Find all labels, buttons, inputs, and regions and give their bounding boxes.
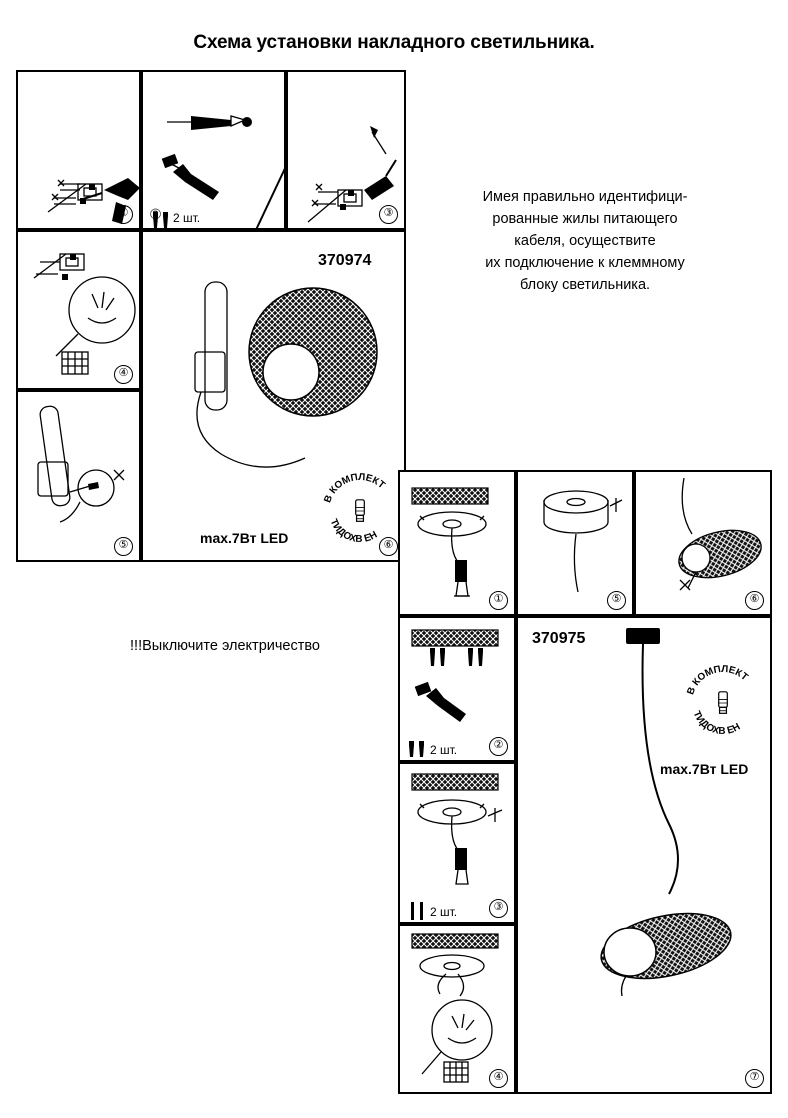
step-number-5: ⑤ — [114, 537, 133, 556]
bottom-step-number-4: ④ — [489, 1069, 508, 1088]
step-number-2-circle: ② — [149, 208, 162, 223]
step-cell-2-bottom — [398, 616, 516, 762]
wiring-note-line-1: Имея правильно идентифици- — [482, 189, 688, 205]
bottom-step-number-7: ⑦ — [745, 1069, 764, 1088]
bottom-step-3-quantity: 2 шт. — [430, 905, 458, 919]
step-cell-6-bottom — [634, 470, 772, 616]
product-cell-370975 — [516, 616, 772, 1094]
step-cell-3-top — [286, 70, 406, 230]
lamp-spec-370974: max.7Вт LED — [200, 530, 289, 546]
step-cell-3-bottom — [398, 762, 516, 924]
bottom-step-number-5: ⑤ — [607, 591, 626, 610]
svg-text:ТИДОХВ ЕН: ТИДОХВ ЕН — [327, 517, 380, 546]
step-cell-1-bottom — [398, 470, 516, 616]
bottom-step-number-1: ① — [489, 591, 508, 610]
step-cell-5-bottom — [516, 470, 634, 616]
step-2-illustration — [143, 72, 288, 232]
bottom-step-number-2: ② — [489, 737, 508, 756]
lamp-spec-370975: max.7Вт LED — [660, 761, 749, 777]
not-included-stamp-370975 — [680, 660, 766, 746]
step-cell-1-top — [16, 70, 141, 230]
anchor-icon-pair-bottom — [404, 739, 432, 759]
wiring-note-line-4: их подключение к клеммному — [485, 255, 685, 271]
product-cell-370974 — [141, 230, 406, 562]
page-title: Схема установки накладного светильника. — [193, 32, 595, 53]
power-off-warning: !!!Выключите электричество — [130, 638, 320, 654]
screw-icon-pair-bottom — [405, 901, 431, 921]
step-cell-4-bottom — [398, 924, 516, 1094]
bottom-step-number-3: ③ — [489, 899, 508, 918]
bottom-step-number-6: ⑥ — [745, 591, 764, 610]
step-number-1: ① — [114, 205, 133, 224]
wiring-note — [420, 186, 750, 296]
product-code-370975: 370975 — [532, 630, 586, 647]
wiring-note-line-2: рованные жилы питающего — [492, 211, 678, 227]
step-2-quantity: 2 шт. — [173, 211, 201, 225]
wiring-note-line-5: блоку светильника. — [519, 277, 651, 293]
svg-text:В КОМПЛЕКТ: В КОМПЛЕКТ — [322, 471, 387, 505]
step-cell-5-top — [16, 390, 141, 562]
svg-text:В КОМПЛЕКТ: В КОМПЛЕКТ — [685, 663, 750, 697]
wiring-note-line-3: кабеля, осуществите — [514, 233, 656, 249]
step-number-3: ③ — [379, 205, 398, 224]
product-code-370974: 370974 — [318, 252, 372, 269]
svg-text:ТИДОХВ ЕН: ТИДОХВ ЕН — [690, 709, 743, 738]
step-cell-4-top — [16, 230, 141, 390]
step-number-4: ④ — [114, 365, 133, 384]
bottom-step-2-quantity: 2 шт. — [430, 743, 458, 757]
step-number-6: ⑥ — [379, 537, 398, 556]
step-cell-2-top — [141, 70, 286, 230]
